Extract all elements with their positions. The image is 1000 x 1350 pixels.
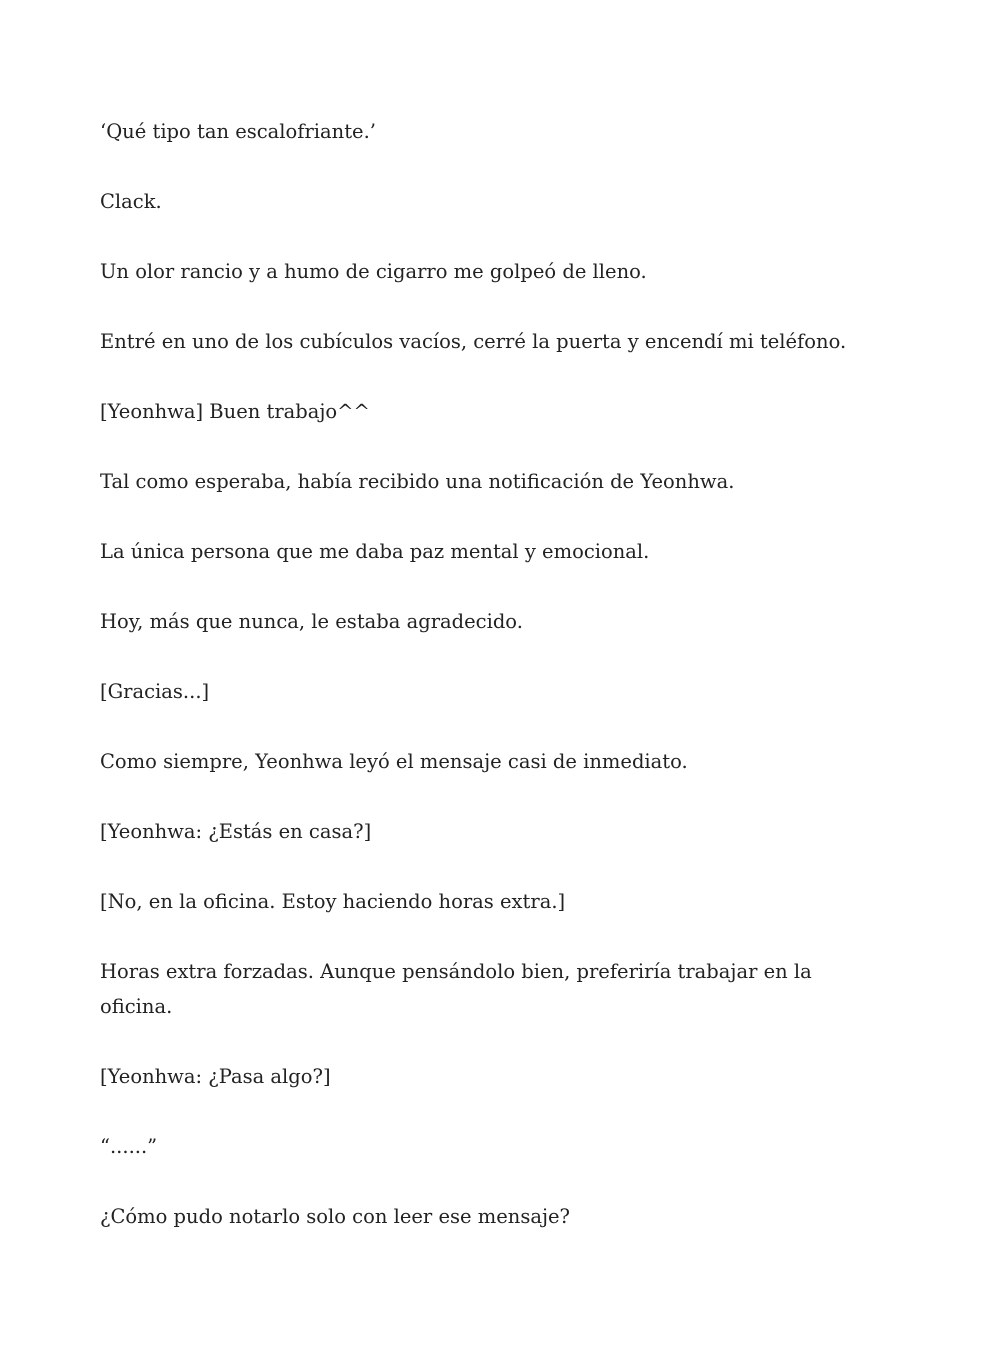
paragraph: Entré en uno de los cubículos vacíos, cerré la puerta y encendí mi teléfono. [100,330,847,353]
paragraph: Hoy, más que nunca, le estaba agradecido. [100,610,523,633]
paragraph: [No, en la oficina. Estoy haciendo horas extra.] [100,890,566,913]
paragraph: [Yeonhwa] Buen trabajo^^ [100,400,370,423]
paragraph: [Yeonhwa: ¿Pasa algo?] [100,1065,331,1088]
document-body [100,114,890,1269]
paragraph: Como siempre, Yeonhwa leyó el mensaje casi de inmediato. [100,750,688,773]
paragraph: Clack. [100,190,162,213]
paragraph: [Yeonhwa: ¿Estás en casa?] [100,820,372,843]
paragraph: ‘Qué tipo tan escalofriante.’ [100,120,376,143]
paragraph: ¿Cómo pudo notarlo solo con leer ese mensaje? [100,1205,570,1228]
paragraph: [Gracias...] [100,680,210,703]
paragraph: Horas extra forzadas. Aunque pensándolo bien, preferiría trabajar en la oficina. [100,960,812,1018]
paragraph: “......” [100,1135,158,1158]
paragraph: Un olor rancio y a humo de cigarro me golpeó de lleno. [100,260,647,283]
paragraph: Tal como esperaba, había recibido una notificación de Yeonhwa. [100,470,735,493]
paragraph: La única persona que me daba paz mental y emocional. [100,540,650,563]
